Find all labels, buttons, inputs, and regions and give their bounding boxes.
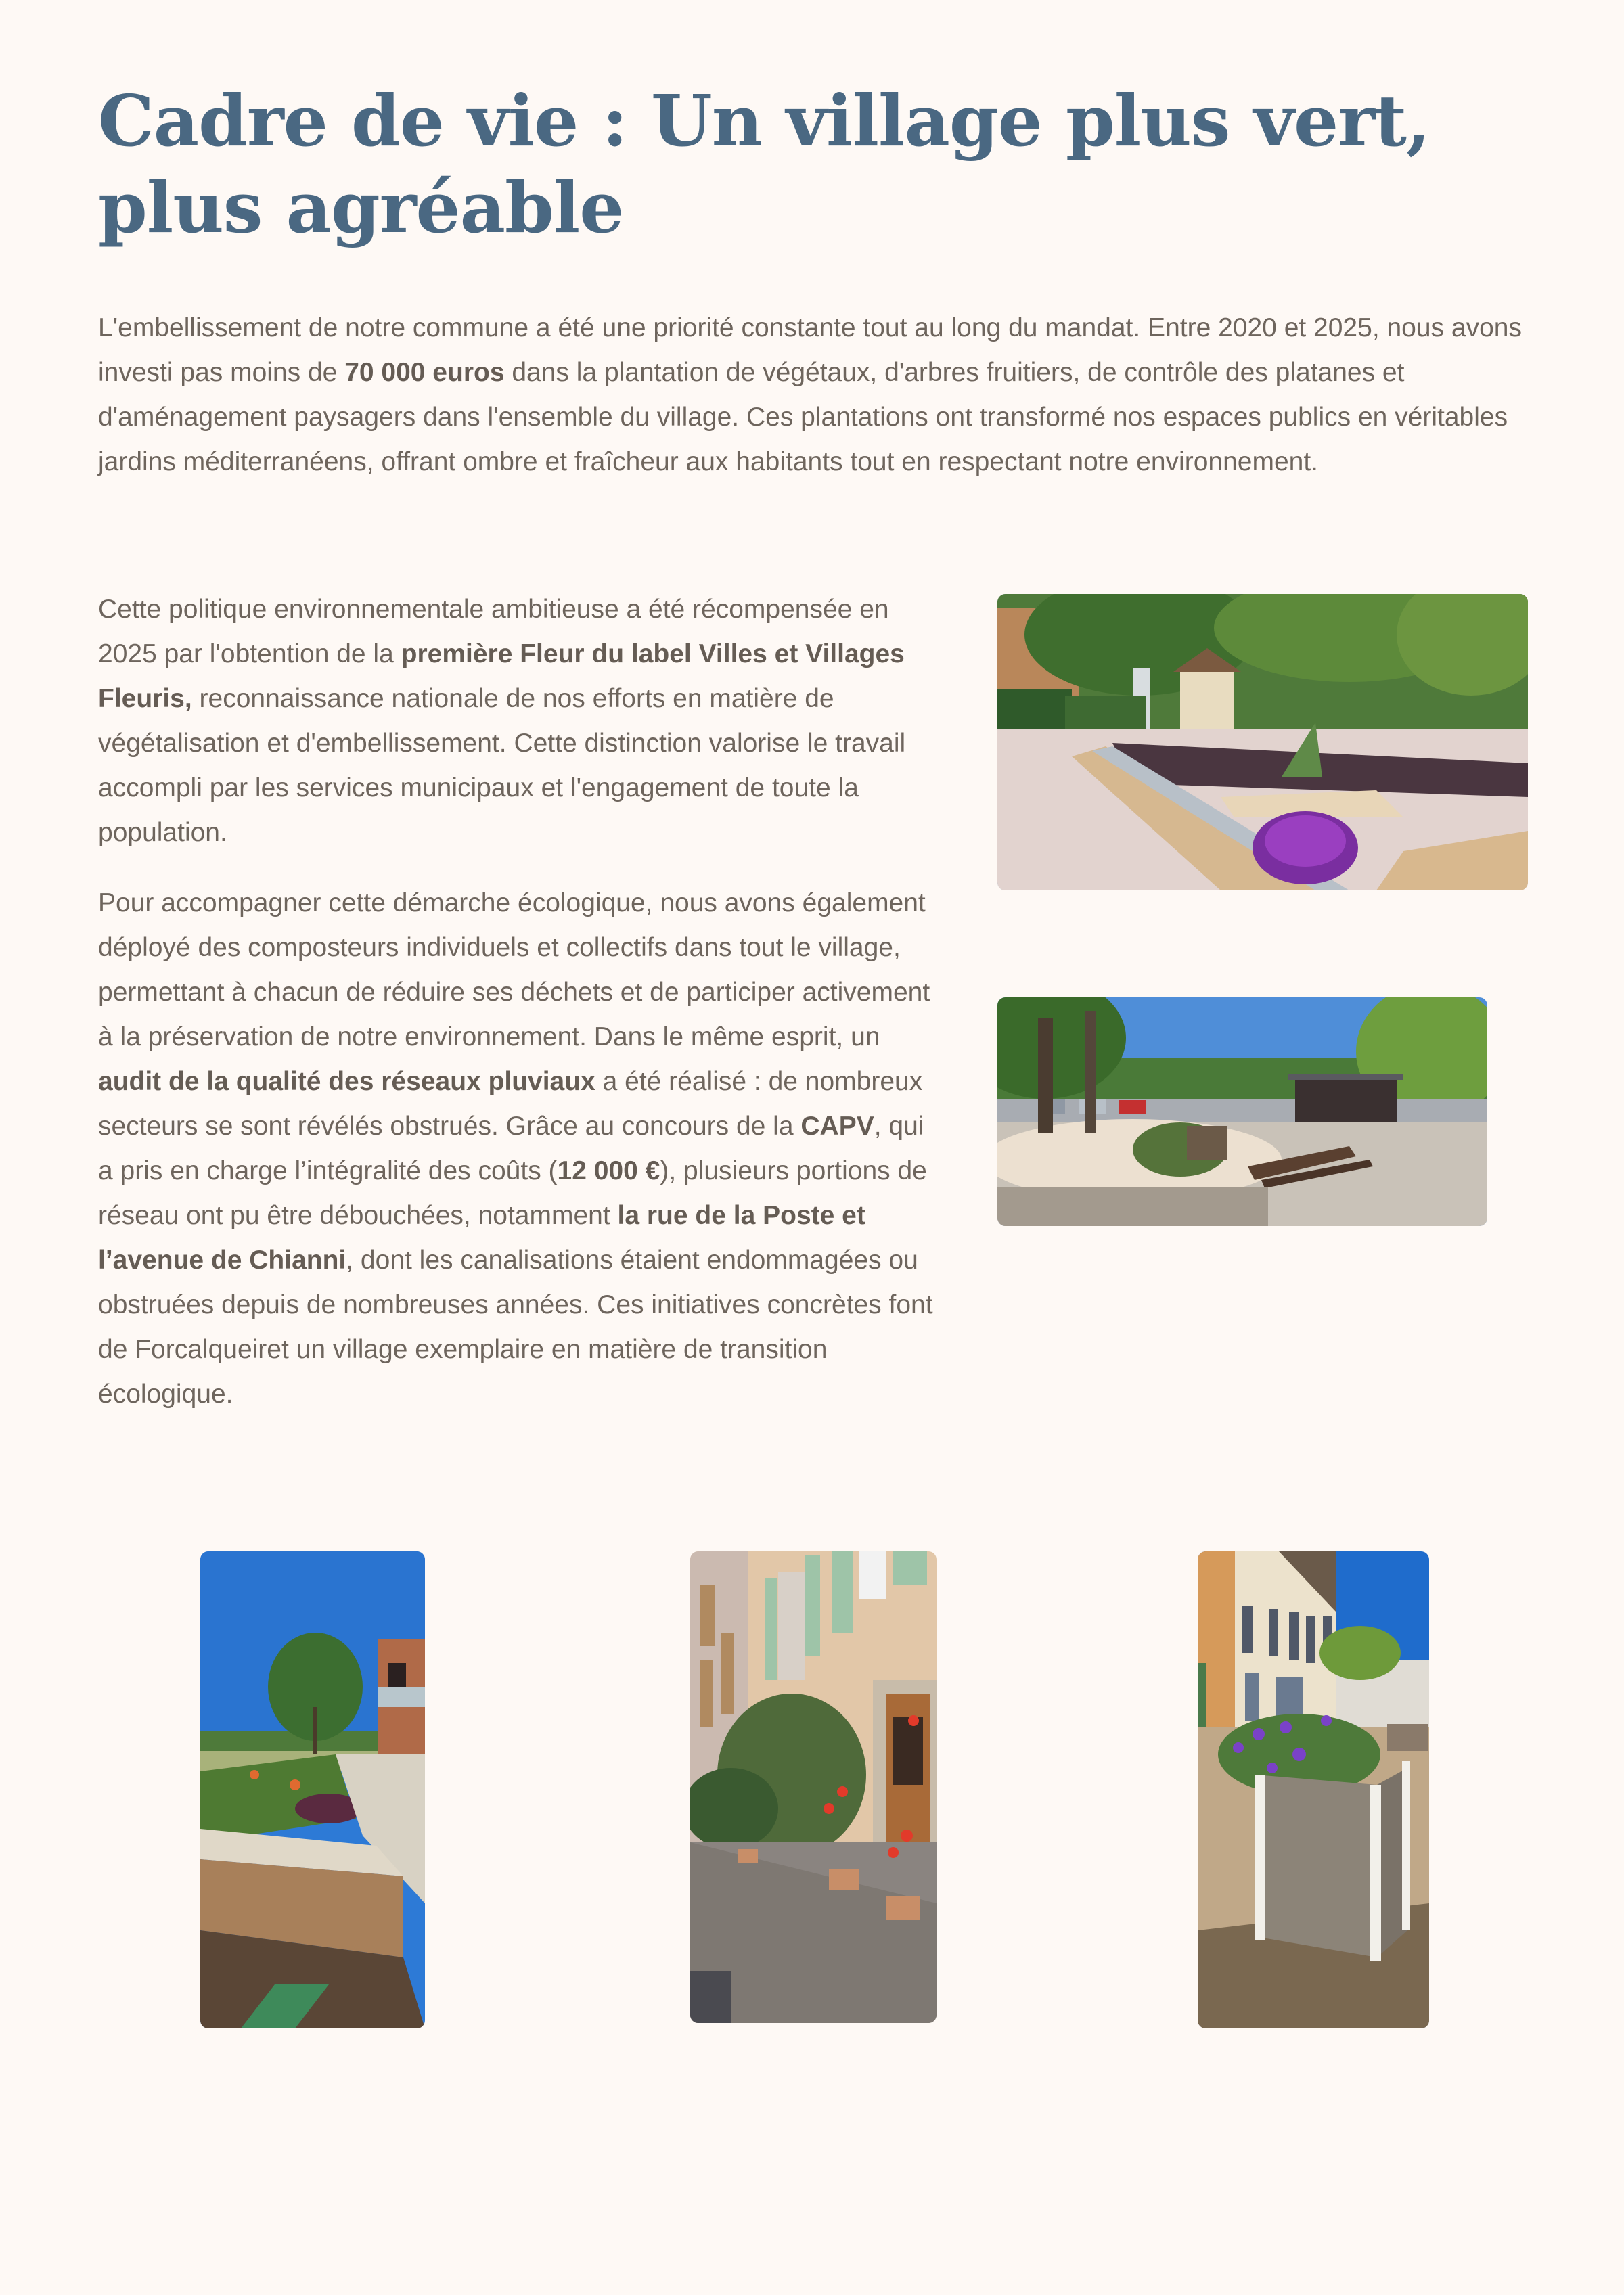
- body-text: Pour accompagner cette démarche écologique, nous avons également déployé des composteurs individuels et collectifs dans tout le village, permettant à chacun de réduire ses déchets et de participer activement à la préservation de notre environnement. Dans le même esprit, un: [98, 888, 930, 1051]
- page-title: Cadre de vie : Un village plus vert, plus agréable: [98, 79, 1430, 249]
- body-text: L'embellissement de notre commune a été une priorité constante tout au long du mandat. Entre 2020 et 2025, nous avons investi pas moins de: [98, 313, 1522, 387]
- body-text: reconnaissance nationale de nos efforts en matière de végétalisation et d'embellissement. Cette distinction valorise le travail accompli par les services municipaux et l'engagement de toute la population.: [98, 684, 906, 847]
- body-paragraph-fleur-label: [98, 587, 934, 855]
- emphasis-text: 70 000 euros: [344, 358, 505, 387]
- planter-box-photo-image: [1198, 1551, 1429, 2028]
- photo-street-facade-geraniums: [690, 1551, 937, 2023]
- emphasis-text: première Fleur du label Villes et Villages Fleuris,: [98, 639, 905, 713]
- bench-photo-image: [997, 997, 1487, 1226]
- photo-wooden-planter-salvia: [1198, 1551, 1429, 2028]
- photo-bench-flower-bed: [997, 997, 1487, 1226]
- photo-stone-planter-roses: [200, 1551, 425, 2028]
- body-text: a été réalisé : de nombreux secteurs se sont révélés obstrués. Grâce au concours de la: [98, 1067, 923, 1141]
- photo-garden-stone-wall: [997, 594, 1528, 890]
- body-text: , dont les canalisations étaient endommagées ou obstruées depuis de nombreuses années. Ces initiatives concrètes font de Forcalqueiret un village exemplaire en matière de transition écologique.: [98, 1246, 933, 1409]
- planter-photo-image: [200, 1551, 425, 2028]
- emphasis-text: audit de la qualité des réseaux pluviaux: [98, 1067, 595, 1096]
- body-text: Cette politique environnementale ambitieuse a été récompensée en 2025 par l'obtention de la: [98, 595, 889, 668]
- intro-paragraph: [98, 306, 1526, 484]
- emphasis-text: la rue de la Poste et l’avenue de Chianni: [98, 1201, 865, 1275]
- garden-photo-image: [997, 594, 1528, 890]
- body-text: , qui a pris en charge l’intégralité des coûts (: [98, 1112, 924, 1185]
- body-text: ), plusieurs portions de réseau ont pu être débouchées, notamment: [98, 1156, 927, 1230]
- body-text: dans la plantation de végétaux, d'arbres fruitiers, de contrôle des platanes et d'aménagement paysagers dans l'ensemble du village. Ces plantations ont transformé nos espaces publics en véritables jardins méditerranéens, offrant ombre et fraîcheur aux habitants tout en respectant notre environnement.: [98, 358, 1508, 476]
- emphasis-text: 12 000 €: [557, 1156, 660, 1185]
- body-paragraph-compost-pluvial: [98, 881, 934, 1417]
- facade-photo-image: [690, 1551, 937, 2023]
- emphasis-text: CAPV: [800, 1112, 874, 1141]
- body-text-column: [98, 587, 934, 1442]
